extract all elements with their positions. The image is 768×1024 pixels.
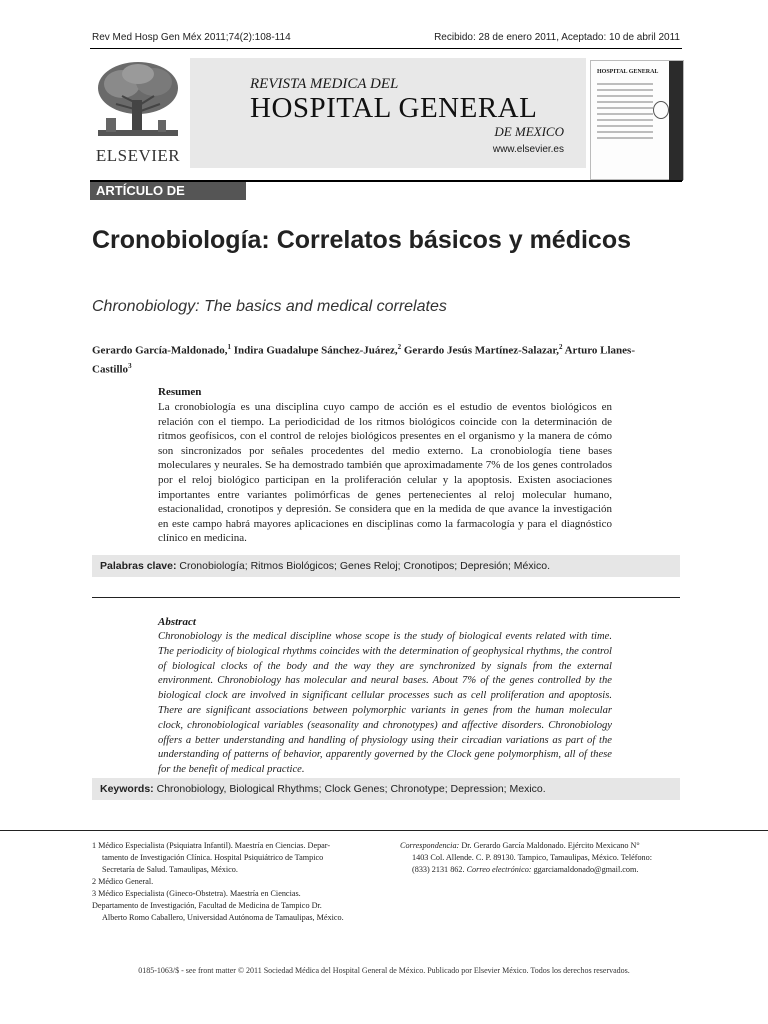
- cover-spine: [669, 61, 683, 181]
- correspondence-label: Correspondencia:: [400, 841, 460, 850]
- author-name: Gerardo García-Maldonado,: [92, 344, 228, 357]
- cover-title: HOSPITAL GENERAL: [597, 69, 659, 75]
- publisher-name: ELSEVIER: [95, 146, 181, 165]
- authors: [92, 340, 662, 377]
- mid-rule: [92, 597, 680, 598]
- author-name: Arturo Llanes-Castillo: [92, 344, 635, 376]
- palabras-clave-text: Cronobiología; Ritmos Biológicos; Genes Reloj; Cronotipos; Depresión; México.: [179, 560, 550, 572]
- correspondence-line: 1403 Col. Allende. C. P. 89130. Tampico, Tamaulipas, México. Teléfono:: [412, 853, 653, 862]
- resumen-heading: Resumen: [158, 386, 202, 398]
- author-affiliation: 1: [227, 343, 231, 351]
- copyright-line: 0185-1063/$ - see front matter © 2011 Sociedad Médica del Hospital General de México. Publicado por Elsevier México. Todos los derechos reservados.: [138, 966, 630, 975]
- journal-country: DE MEXICO: [494, 124, 564, 139]
- author-affiliation: 3: [128, 361, 132, 370]
- article-title: Cronobiología: Correlatos básicos y médicos: [92, 226, 632, 254]
- journal-cover-thumbnail: [590, 60, 684, 180]
- palabras-clave-label: Palabras clave:: [100, 560, 177, 572]
- resumen-text: La cronobiología es una disciplina cuyo campo de acción es el estudio de eventos biológicos en relación con el tiempo. La periodicidad de los ritmos biológicos coincide con la determinación de ritmos geofísicos, con el control de relojes biológicos presentes en el organismo y la manera de cómo son sincronizados por señales procedentes del medio externo. La cronobiología tiene bases moleculares y neurales. Se ha demostrado también que aproximadamente 7% de los genes controlados por el reloj biológico participan en la proliferación celular y la apoptosis. Existen asociaciones importantes entre variantes polimórficas de genes pertenecientes al reloj molecular humano, estacionalidad, cronotipos y depresión. Se considera que en la medida de que avance la investigación en este campo habrá mayores aplicaciones en disciplinas como la farmacología y para el diagnóstico clínico en medicina.: [158, 401, 612, 545]
- keywords-box: [92, 778, 680, 800]
- cover-text-lines: [597, 83, 653, 143]
- author-name: Gerardo Jesús Martínez-Salazar,: [401, 344, 559, 357]
- top-rule: [90, 48, 682, 49]
- cover-seal-icon: [653, 101, 669, 119]
- abstract-heading: Abstract: [158, 616, 196, 628]
- journal-banner: [190, 58, 586, 168]
- running-head-citation: Rev Med Hosp Gen Méx 2011;74(2):108-114: [92, 32, 291, 43]
- elsevier-tree-icon: [92, 60, 184, 142]
- email-address[interactable]: ggarciamaldonado@gmail.com.: [531, 865, 639, 874]
- footnote: Departamento de Investigación, Facultad de Medicina de Tampico Dr.: [92, 901, 322, 910]
- keywords-text: Chronobiology, Biological Rhythms; Clock Genes; Chronotype; Depression; Mexico.: [156, 783, 546, 795]
- abstract-text: Chronobiology is the medical discipline whose scope is the study of biological events related with time. The periodicity of biological rhythms coincides with the determination of geophysical rhythms, the control of biological clocks of the body and the way they are synchronized by signals from the external environment. Chronobiology has molecular and neural bases. About 7% of the genes controlled by the biological clock are involved in significant cellular processes such as cell proliferation and apoptosis. There are significant associations between polymorphic variants in genes from the human molecular clock, chronobiological variables (seasonality and chronotypes) and affective disorders. Chronobiology offers a better understanding and handling of physiology using their circadian variations as part of the understanding of patterns of behavior, apparently governed by the Clock gene polymorphism, all of these for the benefit of medical practice.: [158, 631, 612, 776]
- footnote: Secretaría de Salud. Tamaulipas, México.: [102, 865, 238, 874]
- section-label: ARTÍCULO DE REVISIÓN: [90, 182, 246, 200]
- palabras-clave-box: [92, 555, 680, 577]
- correspondence-phone: (833) 2131 862.: [412, 865, 467, 874]
- email-label: Correo electrónico:: [466, 865, 532, 874]
- author-affiliation: 2: [397, 343, 402, 351]
- footnote: tamento de Investigación Clínica. Hospital Psiquiátrico de Tampico: [102, 853, 324, 862]
- keywords-label: Keywords:: [100, 783, 154, 795]
- author-name: Indira Guadalupe Sánchez-Juárez,: [230, 344, 398, 357]
- journal-url[interactable]: www.elsevier.es: [492, 144, 564, 155]
- elsevier-logo: [90, 56, 186, 168]
- running-head-dates: Recibido: 28 de enero 2011, Aceptado: 10 de abril 2011: [434, 32, 680, 43]
- footnote: Alberto Romo Caballero, Universidad Autónoma de Tamaulipas, México.: [102, 913, 344, 922]
- masthead: [90, 56, 684, 180]
- affiliations-footnotes: [92, 840, 382, 924]
- correspondence-line: Dr. Gerardo García Maldonado. Ejército Mexicano N°: [459, 841, 640, 850]
- footnote: 2 Médico General.: [92, 877, 154, 886]
- journal-subtitle: REVISTA MEDICA DEL: [250, 76, 399, 92]
- footnote: 1 Médico Especialista (Psiquiatra Infantil). Maestría en Ciencias. Depar-: [92, 841, 331, 850]
- footer-rule: [0, 830, 768, 831]
- footnote: 3 Médico Especialista (Gineco-Obstetra). Maestría en Ciencias.: [92, 889, 301, 898]
- article-subtitle: Chronobiology: The basics and medical correlates: [92, 298, 447, 315]
- journal-title: HOSPITAL GENERAL: [250, 92, 538, 124]
- correspondence-note: [400, 840, 690, 876]
- author-affiliation: 2: [558, 343, 563, 351]
